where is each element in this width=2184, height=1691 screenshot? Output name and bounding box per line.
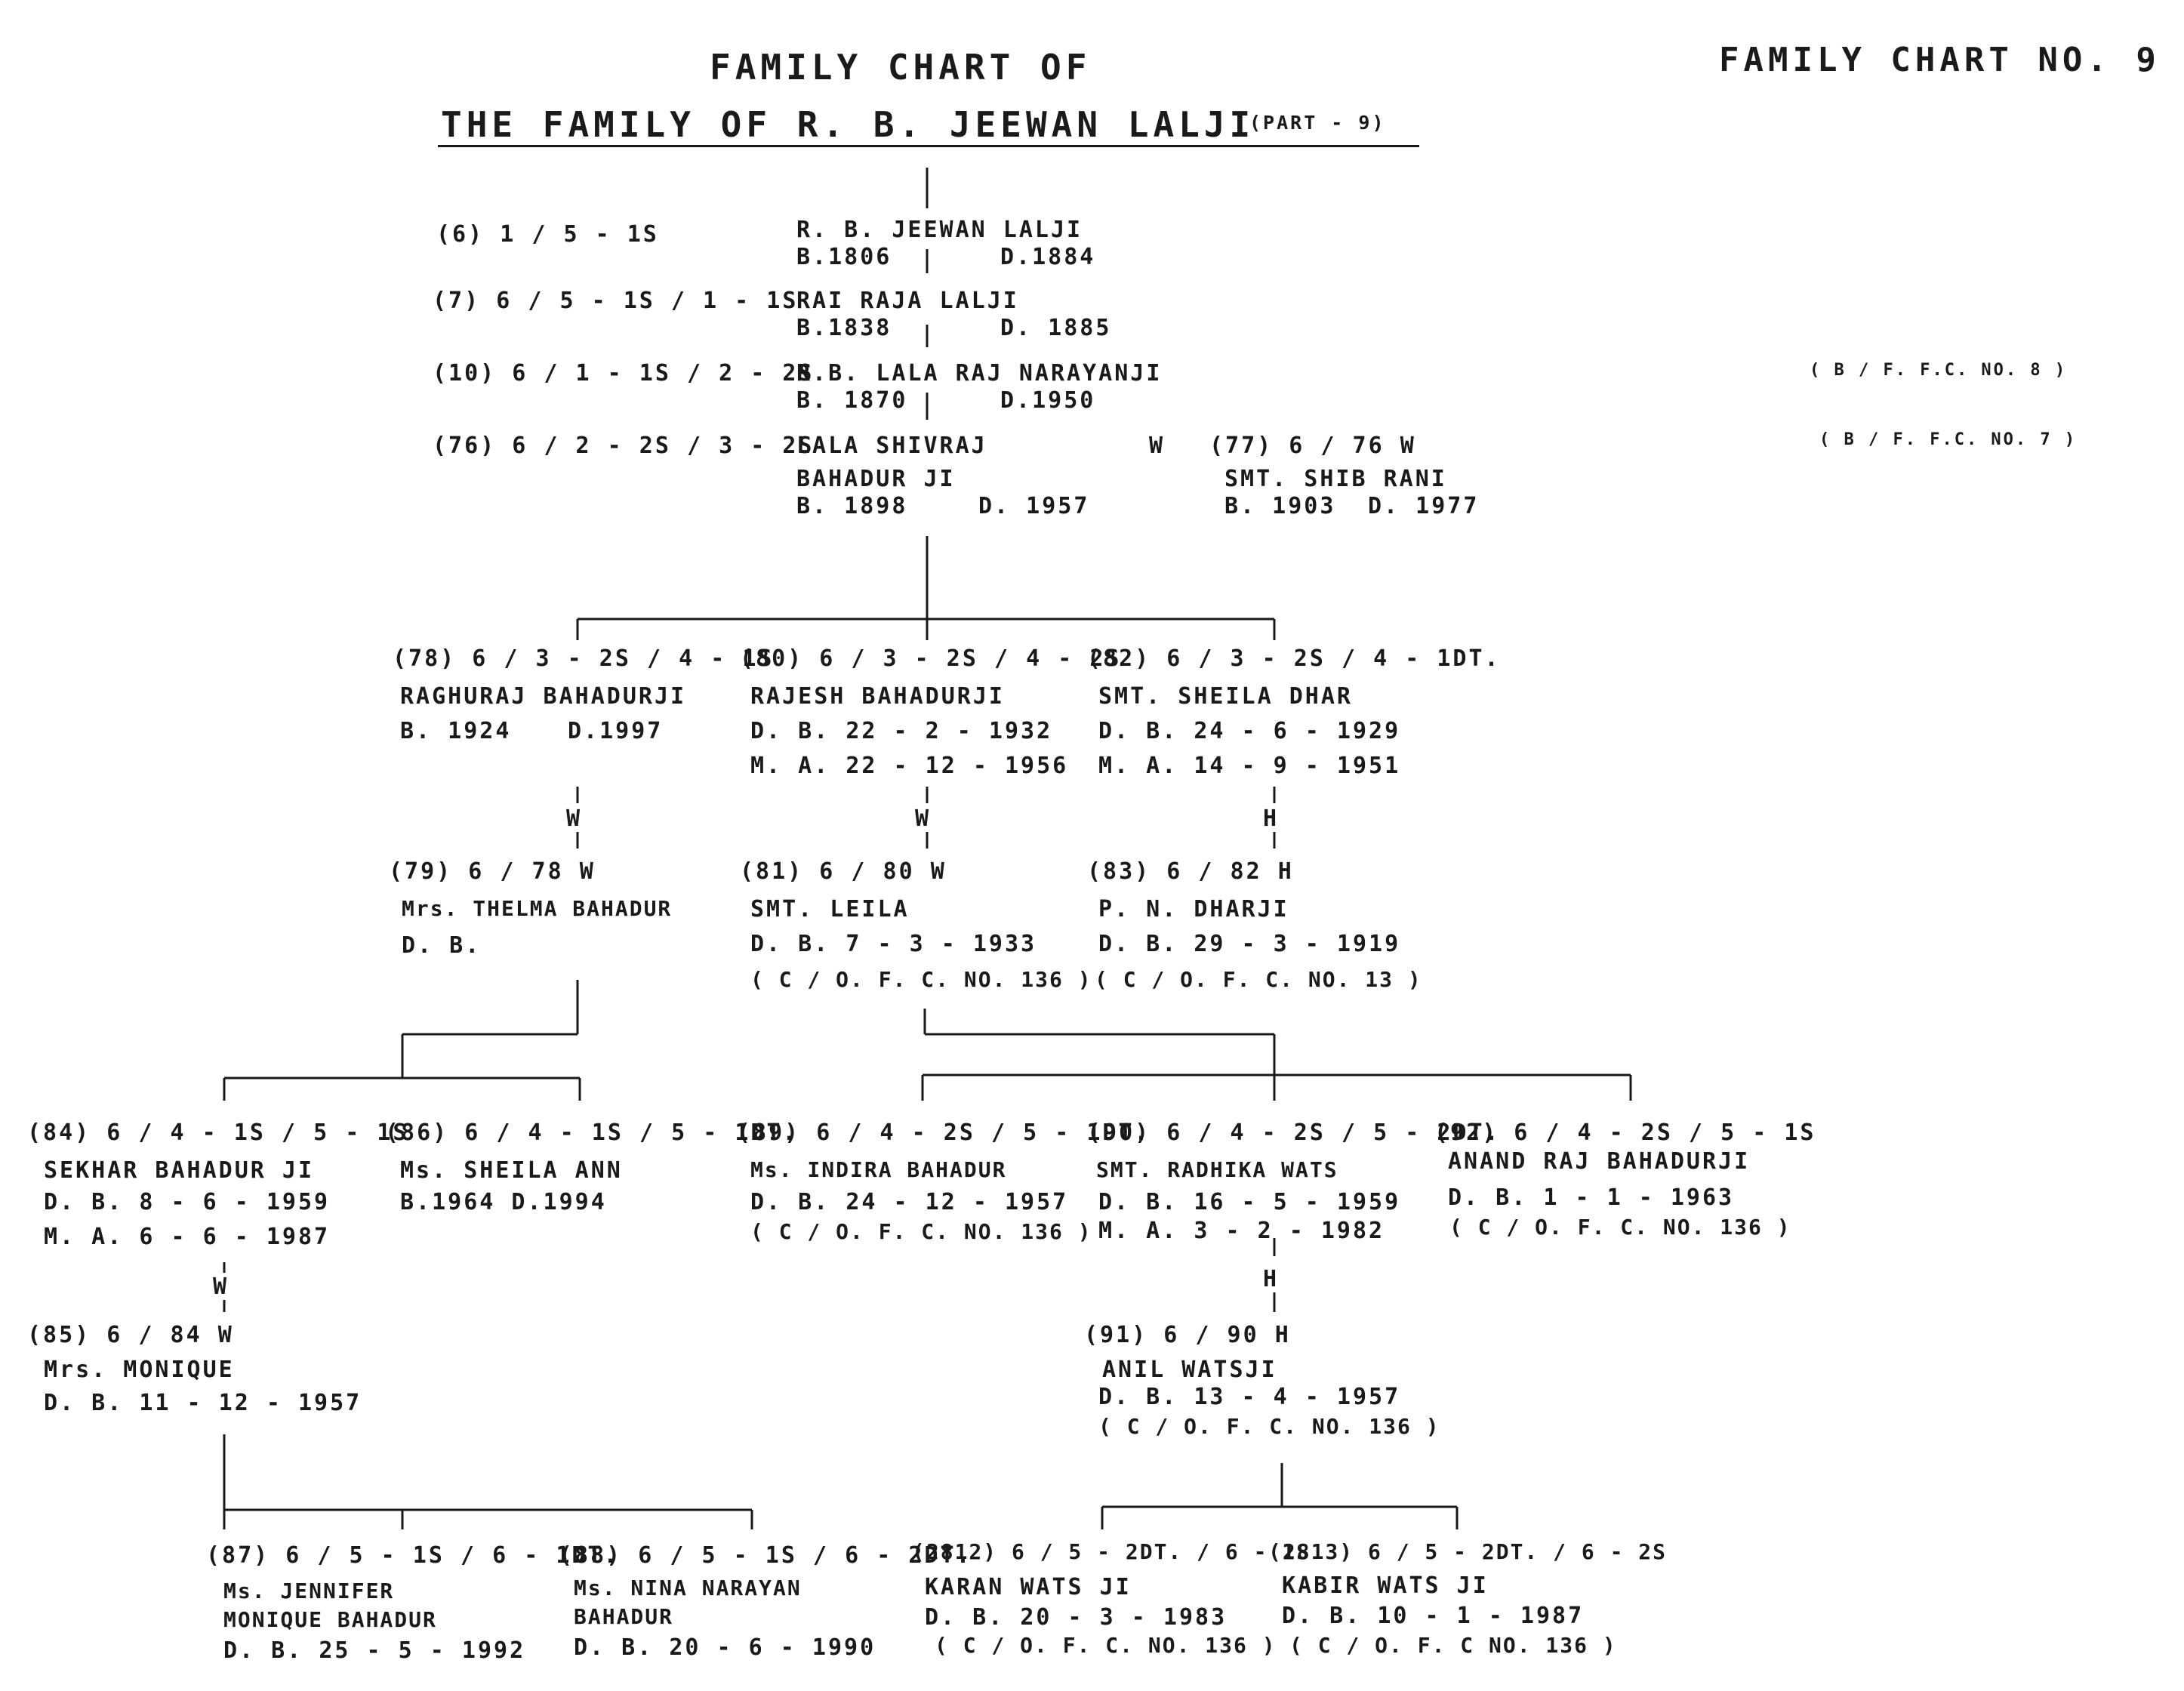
- person-name: R. B. JEEWAN LALJI: [796, 217, 1083, 243]
- cross-reference: ( C / O. F. C. NO. 136 ): [750, 967, 1092, 992]
- person-name: RAGHURAJ BAHADURJI: [400, 683, 687, 710]
- spouse-label: H: [1263, 805, 1280, 832]
- cross-reference: ( C / O. F. C. NO. 136 ): [935, 1633, 1277, 1658]
- marriage-date: M. A. 14 - 9 - 1951: [1098, 753, 1401, 779]
- birth-year: B. 1924: [400, 718, 512, 744]
- person-code: (77) 6 / 76 W: [1209, 433, 1416, 459]
- reference-note: ( B / F. F.C. NO. 7 ): [1819, 430, 2078, 449]
- person-code: (82) 6 / 3 - 2S / 4 - 1DT.: [1087, 645, 1501, 672]
- birth-year: B. 1870: [796, 387, 908, 414]
- person-name: Mrs. MONIQUE: [44, 1357, 235, 1383]
- death-year: D. 1957: [978, 493, 1090, 519]
- death-year: D.1884: [1000, 244, 1096, 270]
- person-code: (91) 6 / 90 H: [1084, 1322, 1291, 1348]
- person-name: Ms. INDIRA BAHADUR: [750, 1157, 1007, 1182]
- person-code: (88) 6 / 5 - 1S / 6 - 2DT.: [559, 1542, 972, 1569]
- title-underline: [438, 145, 1419, 147]
- marriage-date: M. A. 22 - 12 - 1956: [750, 753, 1069, 779]
- spouse-label: W: [213, 1274, 229, 1300]
- person-code: (86) 6 / 4 - 1S / 5 - 1DT.: [385, 1120, 799, 1146]
- person-name: KARAN WATS JI: [925, 1574, 1132, 1600]
- person-code: (87) 6 / 5 - 1S / 6 - 1DT.: [206, 1542, 620, 1569]
- person-name: R.B. LALA RAJ NARAYANJI: [796, 360, 1163, 387]
- person-name: P. N. DHARJI: [1098, 896, 1289, 923]
- cross-reference: ( C / O. F. C. NO. 136 ): [750, 1219, 1092, 1244]
- reference-note: ( B / F. F.C. NO. 8 ): [1810, 361, 2068, 380]
- spouse-label: W: [566, 805, 583, 832]
- spouse-label: W: [915, 805, 932, 832]
- person-code: (78) 6 / 3 - 2S / 4 - 1S: [393, 645, 775, 672]
- person-code: (2813) 6 / 5 - 2DT. / 6 - 2S: [1268, 1539, 1668, 1564]
- chart-title: FAMILY CHART OF: [710, 47, 1092, 88]
- chart-subtitle: THE FAMILY OF R. B. JEEWAN LALJI: [441, 104, 1255, 145]
- person-code: (92) 6 / 4 - 2S / 5 - 1S: [1434, 1120, 1816, 1146]
- birth-date: D. B. 10 - 1 - 1987: [1282, 1603, 1585, 1629]
- birth-date: D. B. 16 - 5 - 1959: [1098, 1189, 1401, 1215]
- person-name: LALA SHIVRAJ: [796, 433, 987, 459]
- chart-number: FAMILY CHART NO. 9: [1719, 41, 2161, 79]
- cross-reference: ( C / O. F. C. NO. 13 ): [1095, 967, 1422, 992]
- person-name: ANAND RAJ BAHADURJI: [1448, 1148, 1751, 1175]
- person-code: (2812) 6 / 5 - 2DT. / 6 - 1S: [912, 1539, 1311, 1564]
- person-name: Ms. JENNIFER: [223, 1579, 395, 1603]
- person-code: (85) 6 / 84 W: [27, 1322, 234, 1348]
- birth-date: D. B. 20 - 3 - 1983: [925, 1604, 1228, 1631]
- birth-date: D. B. 24 - 6 - 1929: [1098, 718, 1401, 744]
- cross-reference: ( C / O. F. C. NO. 136 ): [1449, 1215, 1791, 1240]
- person-code: (89) 6 / 4 - 2S / 5 - 1DT.: [737, 1120, 1151, 1146]
- birth-date: D. B. 1 - 1 - 1963: [1448, 1184, 1735, 1211]
- birth-date: D. B. 7 - 3 - 1933: [750, 931, 1037, 957]
- birth-date: D. B. 24 - 12 - 1957: [750, 1189, 1069, 1215]
- person-code: (76) 6 / 2 - 2S / 3 - 2S: [433, 433, 815, 459]
- person-name: Ms. SHEILA ANN: [400, 1157, 623, 1184]
- person-name: ANIL WATSJI: [1102, 1357, 1277, 1383]
- person-name-cont: BAHADUR JI: [796, 466, 956, 492]
- death-year: D.1950: [1000, 387, 1096, 414]
- life-years: B.1964 D.1994: [400, 1189, 607, 1215]
- birth-date: D. B. 11 - 12 - 1957: [44, 1390, 362, 1416]
- birth-date: D. B. 20 - 6 - 1990: [574, 1634, 876, 1661]
- death-year: D.1997: [568, 718, 664, 744]
- person-name: SMT. RADHIKA WATS: [1096, 1157, 1338, 1182]
- person-code: (6) 1 / 5 - 1S: [436, 221, 659, 248]
- cross-reference: ( C / O. F. C. NO. 136 ): [1098, 1414, 1440, 1439]
- person-name-cont: BAHADUR: [574, 1604, 674, 1629]
- person-name: KABIR WATS JI: [1282, 1572, 1489, 1599]
- part-label: (PART - 9): [1249, 112, 1386, 134]
- birth-date: D. B.: [402, 932, 482, 959]
- person-name: Ms. NINA NARAYAN: [574, 1575, 802, 1600]
- person-name: SEKHAR BAHADUR JI: [44, 1157, 315, 1184]
- person-name: Mrs. THELMA BAHADUR: [402, 896, 673, 921]
- person-code: (80) 6 / 3 - 2S / 4 - 2S: [740, 645, 1122, 672]
- spouse-label: H: [1263, 1266, 1280, 1292]
- birth-date: D. B. 25 - 5 - 1992: [223, 1637, 526, 1664]
- cross-reference: ( C / O. F. C NO. 136 ): [1289, 1633, 1617, 1658]
- birth-date: D. B. 13 - 4 - 1957: [1098, 1384, 1401, 1410]
- person-name: SMT. SHIB RANI: [1224, 466, 1447, 492]
- death-year: D. 1977: [1368, 493, 1480, 519]
- birth-date: D. B. 8 - 6 - 1959: [44, 1189, 331, 1215]
- birth-year: B. 1903: [1224, 493, 1336, 519]
- birth-year: B.1838: [796, 315, 892, 341]
- person-name: RAJESH BAHADURJI: [750, 683, 1005, 710]
- person-code: (83) 6 / 82 H: [1087, 858, 1294, 885]
- death-year: D. 1885: [1000, 315, 1112, 341]
- birth-year: B. 1898: [796, 493, 908, 519]
- birth-year: B.1806: [796, 244, 892, 270]
- birth-date: D. B. 29 - 3 - 1919: [1098, 931, 1401, 957]
- person-code: (10) 6 / 1 - 1S / 2 - 2S: [433, 360, 815, 387]
- birth-date: D. B. 22 - 2 - 1932: [750, 718, 1053, 744]
- person-name: SMT. LEILA: [750, 896, 910, 923]
- person-code: (79) 6 / 78 W: [389, 858, 596, 885]
- person-name: RAI RAJA LALJI: [796, 288, 1019, 314]
- person-code: (81) 6 / 80 W: [740, 858, 947, 885]
- person-code: (84) 6 / 4 - 1S / 5 - 1S: [27, 1120, 409, 1146]
- marriage-date: M. A. 6 - 6 - 1987: [44, 1224, 331, 1250]
- person-code: (7) 6 / 5 - 1S / 1 - 1S: [433, 288, 799, 314]
- person-code: (90) 6 / 4 - 2S / 5 - 2DT.: [1087, 1120, 1501, 1146]
- person-name-cont: MONIQUE BAHADUR: [223, 1607, 437, 1632]
- person-name: SMT. SHEILA DHAR: [1098, 683, 1353, 710]
- marriage-date: M. A. 3 - 2 - 1982: [1098, 1218, 1385, 1244]
- wife-label: W: [1149, 433, 1166, 459]
